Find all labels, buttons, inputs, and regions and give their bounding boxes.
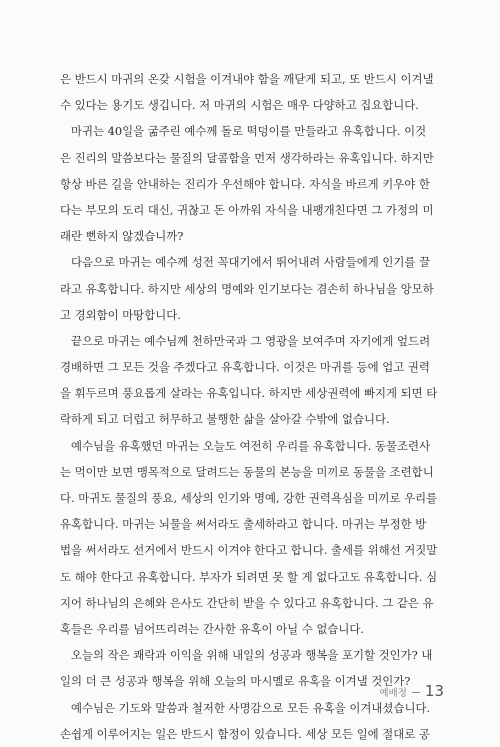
body-line: 는 먹이만 보면 맹목적으로 달려드는 동물의 본능을 미끼로 동물을 조련합니 [60, 464, 434, 479]
body-line: 경배하면 그 모든 것을 주겠다고 유혹합니다. 이것은 마귀를 등에 업고 권력 [60, 360, 430, 375]
body-line: 예수님은 기도와 말씀과 철저한 사명감으로 모든 유혹을 이겨내셨습니다. [71, 700, 431, 715]
body-line: 다는 부모의 도리 대신, 귀찮고 돈 아까워 자식을 내팽개친다면 그 가정의 미 [60, 202, 434, 217]
page-body [60, 66, 450, 747]
page-footer [379, 682, 444, 700]
body-line: 도 해야 한다고 유혹합니다. 부자가 되려면 못 할 게 없다고도 유혹합니다. 심 [60, 569, 438, 584]
body-line: 을 휘두르며 풍요롭게 살라는 유혹입니다. 하지만 세상권력에 빠지게 되면 타 [60, 386, 438, 401]
body-line: 라고 유혹합니다. 하지만 세상의 명예와 인기보다는 겸손히 하나님을 앙모하 [60, 281, 434, 296]
body-line: 다음으로 마귀는 예수께 성전 꼭대기에서 뛰어내려 사람들에게 인기를 끌 [71, 255, 431, 270]
body-line: 유혹합니다. 마귀는 뇌물을 써서라도 출세하라고 합니다. 마귀는 부정한 방 [60, 517, 427, 532]
footer-divider [412, 692, 420, 693]
page-number: 13 [424, 682, 444, 700]
body-line: 수 있다는 용기도 생깁니다. 저 마귀의 시험은 매우 다양하고 집요합니다. [60, 98, 419, 113]
body-line: 고 경외함이 마땅합니다. [60, 307, 181, 322]
body-line: 지어 하나님의 은혜와 은사도 간단히 받을 수 있다고 유혹합니다. 그 같은 유 [60, 595, 434, 610]
body-line: 락하게 되고 더럽고 허무하고 불행한 삶을 살아갈 수밖에 없습니다. [60, 412, 390, 427]
body-line: 다. 마귀도 물질의 풍요, 세상의 인기와 명예, 강한 권력욕심을 미끼로 우리를 [60, 491, 438, 505]
body-line: 혹들은 우리를 넘어뜨리려는 간사한 유혹이 아닐 수 없습니다. [60, 621, 365, 636]
body-line: 법을 써서라도 선거에서 반드시 이겨야 한다고 합니다. 출세를 위해선 거짓말 [60, 543, 438, 558]
body-line: 일의 더 큰 성공과 행복을 위해 오늘의 마시멜로 유혹을 이겨낼 것인가? [60, 674, 411, 689]
body-line: 끝으로 마귀는 예수님께 천하만국과 그 영광을 보여주며 자기에게 엎드려 [71, 333, 431, 348]
body-line: 손쉽게 이루어지는 일은 반드시 함정이 있습니다. 세상 모든 일에 절대로 공 [60, 726, 430, 741]
body-line: 항상 바른 길을 안내하는 진리가 우선해야 합니다. 자식을 바르게 키우야 한 [60, 176, 430, 191]
body-line: 예수님을 유혹했던 마귀는 오늘도 여전히 우리를 유혹합니다. 동물조련사 [71, 438, 431, 453]
body-line: 은 반드시 마귀의 온갖 시험을 이겨내야 함을 깨닫게 되고, 또 반드시 이겨낼 [60, 72, 434, 86]
body-line: 래란 뻔하지 않겠습니까? [60, 229, 184, 244]
section-title: 예배정 [379, 688, 407, 699]
body-line: 오늘의 작은 쾌락과 이익을 위해 내일의 성공과 행복을 포기할 것인가? 내 [71, 648, 433, 663]
body-line: 은 진리의 말씀보다는 물질의 달콤함을 먼저 생각하라는 유혹입니다. 하지만 [60, 150, 434, 165]
body-line: 마귀는 40일을 굶주린 예수께 돌로 떡덩이를 만들라고 유혹합니다. 이것 [71, 124, 427, 139]
